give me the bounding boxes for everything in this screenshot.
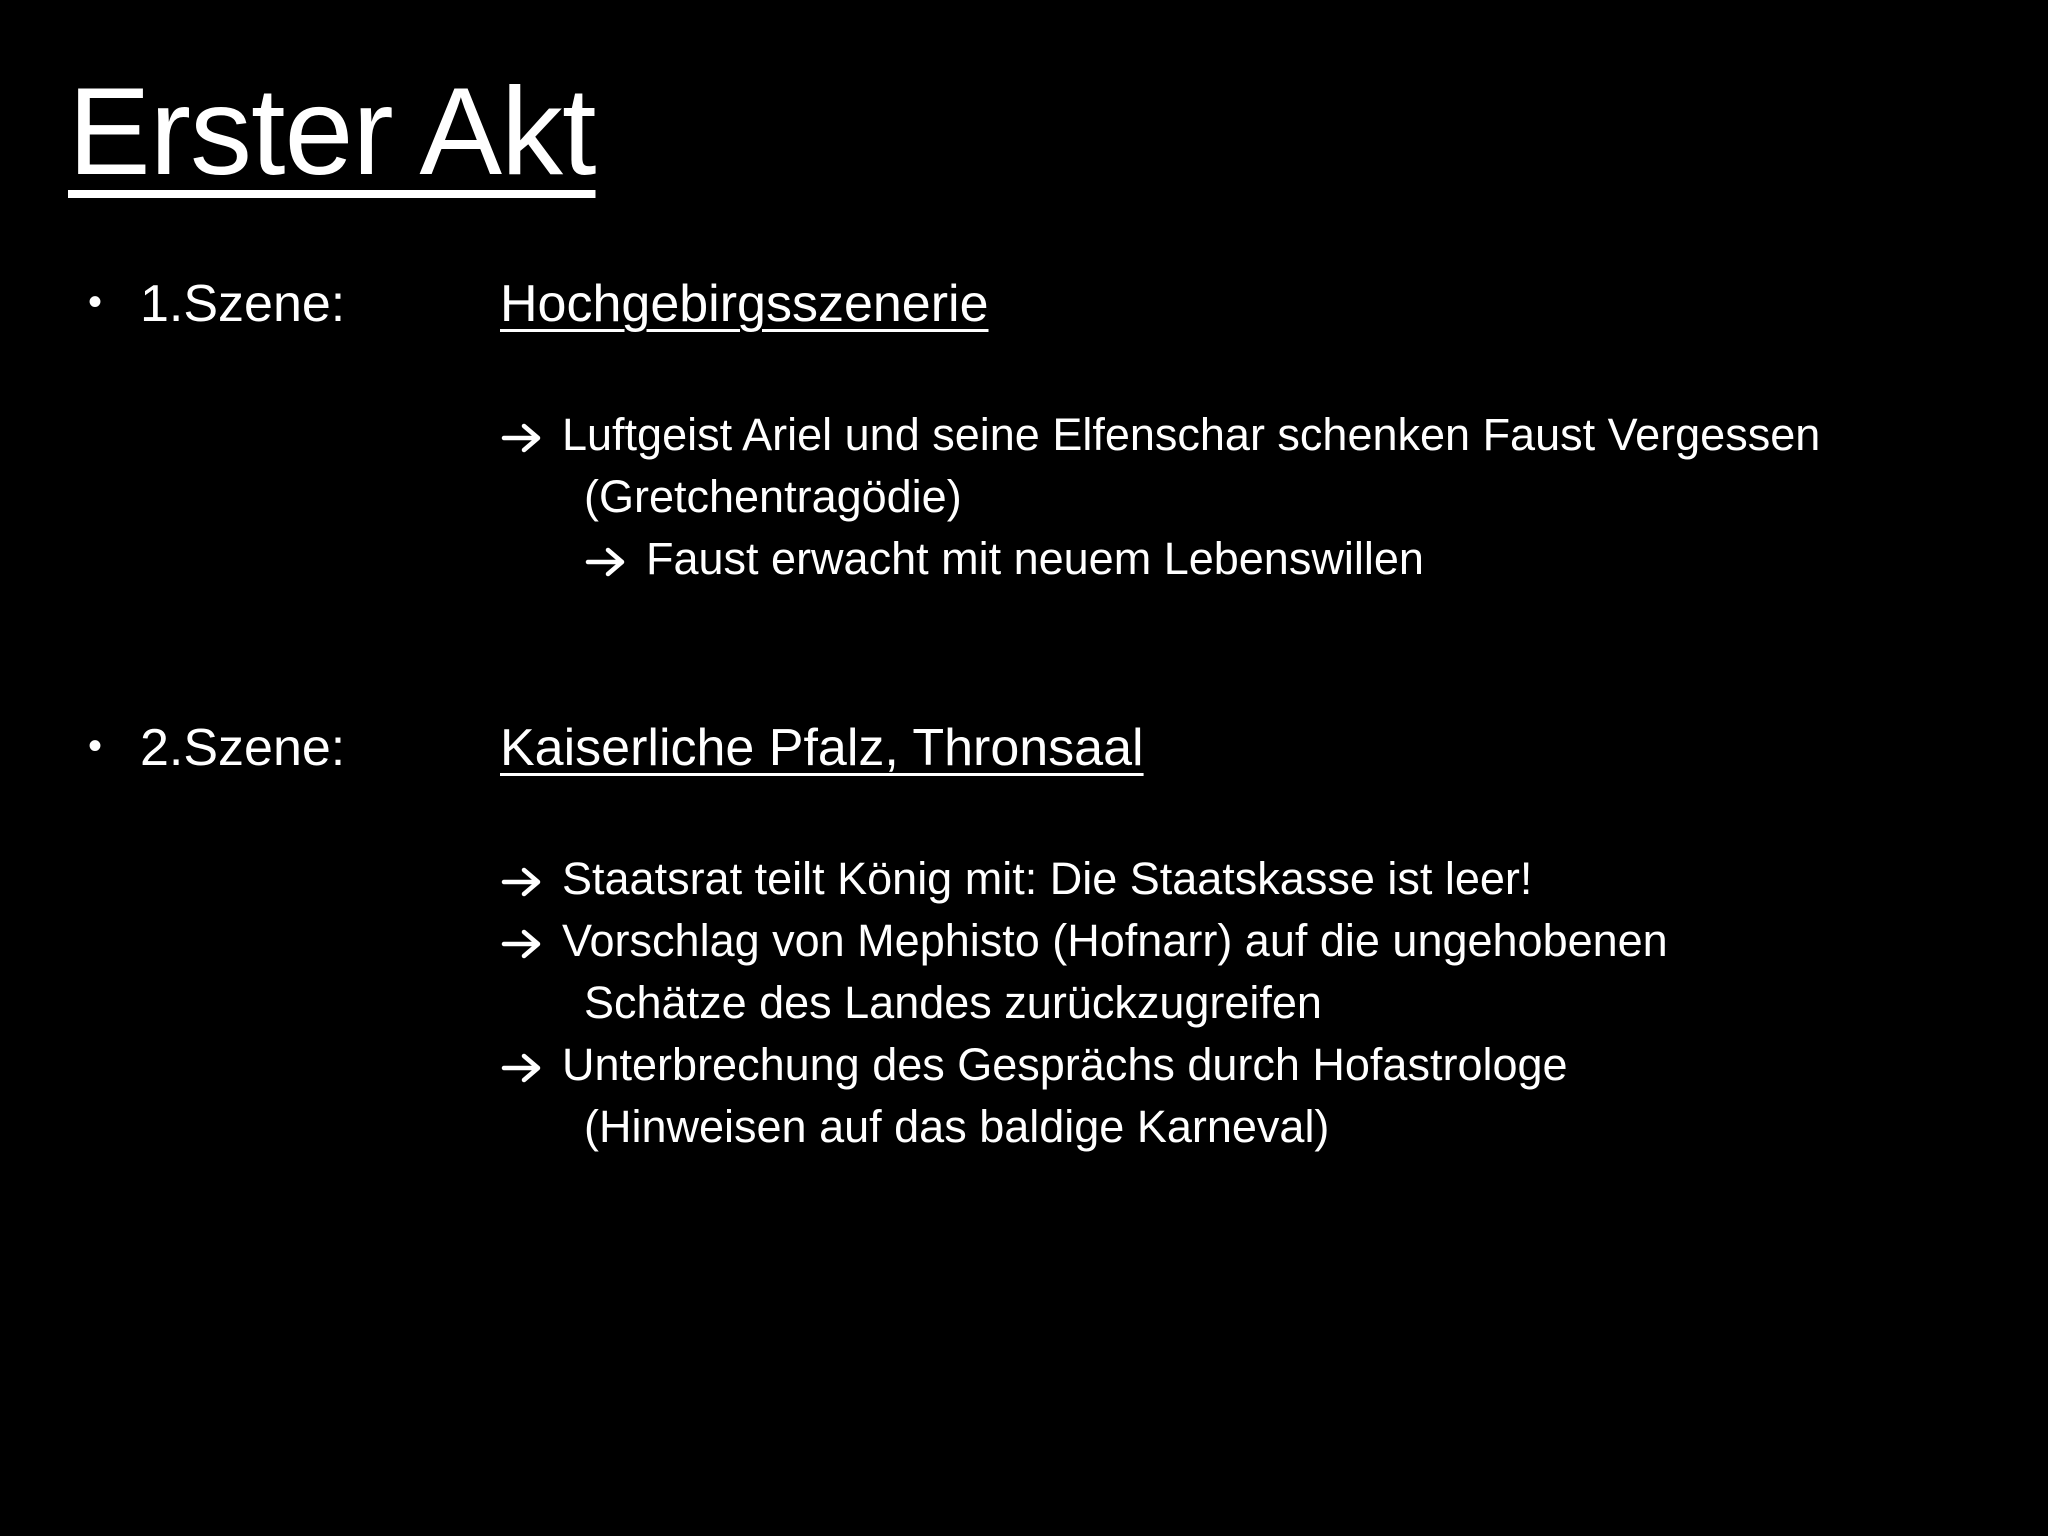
scene-2-line-4 xyxy=(500,1039,1568,1090)
arrow-right-icon xyxy=(584,536,646,581)
scene-2-line-2 xyxy=(500,915,1668,966)
scene-1-line-2 xyxy=(584,471,962,522)
scene-1-line-1 xyxy=(500,409,1821,460)
scene-1-heading: Hochgebirgsszenerie xyxy=(500,275,989,333)
scene-2-line-3 xyxy=(584,977,1322,1028)
scene-2-line-4-text: Unterbrechung des Gesprächs durch Hofastrologe xyxy=(562,1039,1568,1090)
scene-2-line-1 xyxy=(500,853,1533,904)
scene-1-line-3-text: Faust erwacht mit neuem Lebenswillen xyxy=(646,533,1424,584)
scene-2-heading: Kaiserliche Pfalz, Thronsaal xyxy=(500,719,1144,777)
scene-1-line-1-text: Luftgeist Ariel und seine Elfenschar schenken Faust Vergessen xyxy=(562,409,1821,460)
scene-2-line-2-text: Vorschlag von Mephisto (Hofnarr) auf die ungehobenen xyxy=(562,915,1668,966)
scene-1-line-2-text: (Gretchentragödie) xyxy=(584,471,962,522)
scene-2-line-5-text: (Hinweisen auf das baldige Karneval) xyxy=(584,1101,1330,1152)
bullet-2: • xyxy=(88,724,103,768)
scene-1-label: 1.Szene: xyxy=(140,275,346,333)
scene-2-line-3-text: Schätze des Landes zurückzugreifen xyxy=(584,977,1322,1028)
arrow-right-icon xyxy=(500,1042,562,1087)
arrow-right-icon xyxy=(500,412,562,457)
scene-2-line-1-text: Staatsrat teilt König mit: Die Staatskasse ist leer! xyxy=(562,853,1533,904)
arrow-right-icon xyxy=(500,856,562,901)
scene-1-line-3 xyxy=(584,533,1424,584)
arrow-right-icon xyxy=(500,918,562,963)
scene-2-line-5 xyxy=(584,1101,1330,1152)
slide-title: Erster Akt xyxy=(68,63,596,201)
scene-2-label: 2.Szene: xyxy=(140,719,346,777)
bullet-1: • xyxy=(88,280,103,324)
